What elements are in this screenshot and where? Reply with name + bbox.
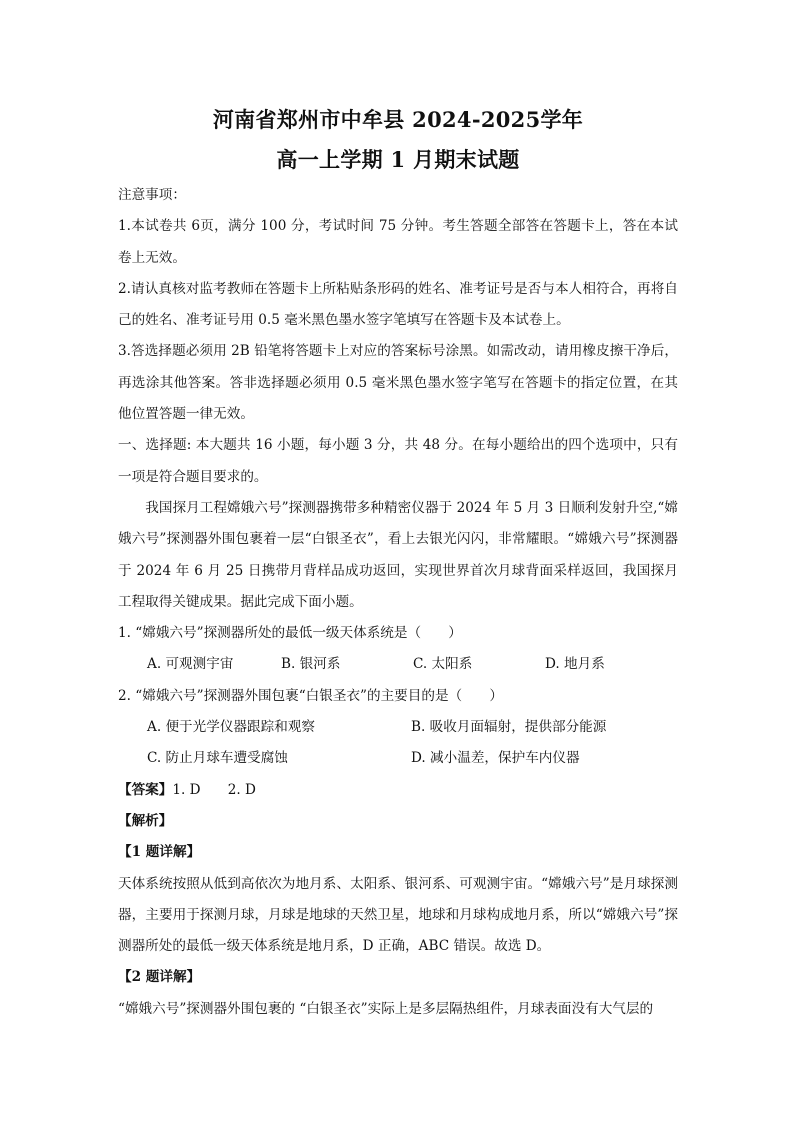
question-1-option-d: D. 地月系 (545, 656, 605, 673)
analysis-q2-text: “嫦娥六号”探测器外围包裹的 “白银圣衣”实际上是多层隔热组件，月球表面没有大气层的 (118, 1000, 654, 1017)
question-2-option-b: B. 吸收月面辐射，提供部分能源 (411, 719, 607, 736)
question-1-option-a: A. 可观测宇宙 (147, 656, 234, 673)
question-1-options (118, 649, 678, 680)
question-1-stem: 1. “嫦娥六号”探测器所处的最低一级天体系统是（ ） (118, 625, 462, 642)
section-heading: 一、选择题: 本大题共 16 小题，每小题 3 分，共 48 分。在每小题给出的四个选项中，只有一项是符合题目要求的。 (118, 437, 678, 485)
question-1-option-b: B. 银河系 (281, 656, 341, 673)
passage-text: 我国探月工程嫦娥六号”探测器携带多种精密仪器于 2024 年 5 月 3 日顺利发射升空,“嫦娥六号”探测器外围包裹着一层“白银圣衣”，看上去银光闪闪，非常耀眼。“嫦娥六号”探测器于 2024 年 6 月 25 日携带月背样品成功返回，实现世界首次月球背面采样返回，我国探月工程取得关键成果。据此完成下面小题。 (118, 499, 678, 610)
analysis-label: 【解析】 (118, 812, 173, 829)
notice-item-3: 3.答选择题必须用 2B 铅笔将答题卡上对应的答案标号涂黑。如需改动，请用橡皮擦干净后，再选涂其他答案。答非选择题必须用 0.5 毫米黑色墨水签字笔写在答题卡的指定位置，在其他位置答题一律无效。 (118, 343, 678, 423)
question-2-options-row2 (118, 743, 678, 774)
document-title-line2: 高一上学期 1 月期末试题 (276, 147, 520, 172)
notice-item-2: 2.请认真核对监考教师在答题卡上所粘贴条形码的姓名、准考证号是否与本人相符合，再将自己的姓名、准考证号用 0.5 毫米黑色墨水签字笔填写在答题卡及本试卷上。 (118, 280, 678, 329)
notice-heading: 注意事项： (118, 187, 186, 203)
question-2-options-row1 (118, 712, 678, 743)
analysis-q2-label: 【2 题详解】 (118, 969, 201, 986)
document-page (118, 100, 678, 1025)
answer-values: 1. D 2. D (172, 781, 256, 798)
answer-label: 【答案】 (118, 781, 173, 798)
question-2-stem: 2. “嫦娥六号”探测器外围包裹“白银圣衣”的主要目的是（ ） (118, 687, 503, 704)
document-title-line1: 河南省郑州市中牟县 2024-2025学年 (212, 107, 584, 132)
question-2-option-a: A. 便于光学仪器跟踪和观察 (147, 719, 315, 736)
question-1-option-c: C. 太阳系 (413, 656, 473, 673)
question-2-option-c: C. 防止月球车遭受腐蚀 (147, 750, 288, 767)
question-2-option-d: D. 减小温差，保护车内仪器 (411, 750, 580, 767)
notice-item-1: 1.本试卷共 6页，满分 100 分，考试时间 75 分钟。考生答题全部答在答题卡上，答在本试卷上无效。 (118, 218, 678, 266)
analysis-q1-text: 天体系统按照从低到高依次为地月系、太阳系、银河系、可观测宇宙。“嫦娥六号”是月球探测器，主要用于探测月球，月球是地球的天然卫星，地球和月球构成地月系，所以“嫦娥六号”探测器所处的最低一级天体系统是地月系，D 正确，ABC 错误。故选 D。 (118, 875, 678, 955)
answer-row (118, 775, 678, 806)
analysis-q1-label: 【1 题详解】 (118, 844, 201, 861)
